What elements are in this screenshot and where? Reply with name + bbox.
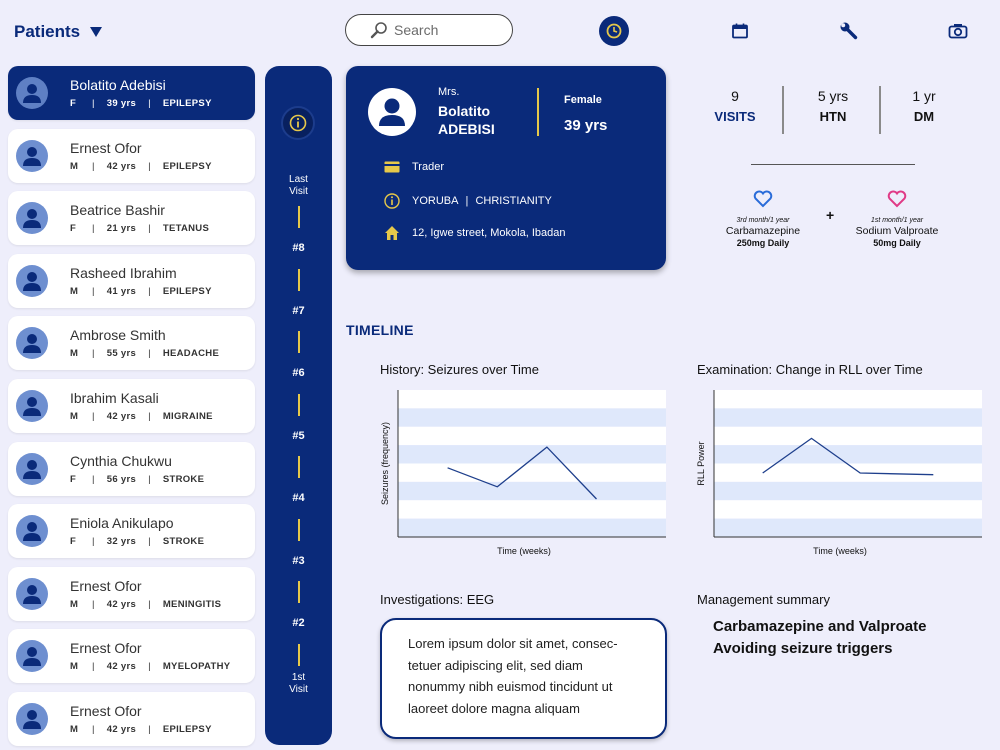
profile-avatar (368, 88, 416, 136)
visit-connector (298, 456, 300, 478)
separator: | (92, 410, 95, 422)
stat-value: 9 (731, 88, 739, 104)
camera-icon (948, 22, 968, 40)
patient-meta (70, 98, 212, 109)
avatar (16, 453, 48, 485)
chart-title-seizures: History: Seizures over Time (380, 362, 539, 377)
patient-condition: EPILEPSY (162, 160, 212, 172)
patient-card[interactable] (8, 129, 255, 183)
profile-address: 12, Igwe street, Mokola, Ibadan (412, 227, 566, 239)
patient-condition: STROKE (162, 536, 205, 548)
caret-down-icon (90, 27, 102, 37)
ethnicity-row (384, 193, 552, 209)
patient-gender: M (70, 661, 79, 673)
patient-age: 55 yrs (106, 348, 137, 360)
patient-info (70, 703, 212, 735)
management-line: Avoiding seizure triggers (713, 640, 893, 657)
patient-gender: F (70, 223, 77, 235)
profile-religion: CHRISTIANITY (475, 195, 552, 207)
profile-tribe: YORUBA (412, 195, 459, 207)
patient-name: Ernest Ofor (70, 702, 142, 719)
search-box[interactable] (345, 14, 513, 46)
card-icon (384, 161, 400, 173)
user-icon (16, 327, 48, 359)
patient-gender: M (70, 285, 79, 297)
user-icon (368, 88, 416, 136)
separator: | (92, 160, 95, 172)
stats-divider-line (751, 164, 915, 165)
separator: | (148, 348, 151, 360)
profile-divider (537, 88, 539, 136)
separator: | (92, 348, 95, 360)
patient-card[interactable] (8, 379, 255, 433)
user-icon (16, 390, 48, 422)
patient-condition: HEADACHE (162, 348, 220, 360)
first-visit-line1: 1st (291, 672, 306, 683)
medication-period: 1st month/1 year (870, 217, 924, 224)
patient-name: Rasheed Ibrahim (70, 264, 177, 281)
timeline-title: TIMELINE (346, 322, 414, 338)
home-icon (384, 225, 400, 241)
patient-meta (70, 536, 204, 547)
separator: | (92, 723, 95, 735)
patient-age: 39 yrs (106, 98, 137, 109)
user-icon (16, 578, 48, 610)
visit-marker[interactable]: #4 (292, 492, 305, 504)
patient-info (70, 265, 212, 297)
patient-condition: EPILEPSY (162, 285, 212, 297)
user-icon (16, 202, 48, 234)
patient-age: 42 yrs (106, 410, 137, 422)
patient-gender: M (70, 160, 79, 172)
grid-band (714, 390, 982, 408)
eeg-notes-box[interactable] (380, 618, 667, 739)
eeg-line: tetuer adipiscing elit, sed diam (408, 657, 583, 673)
patient-profile-card (346, 66, 666, 270)
grid-band (714, 482, 982, 500)
medication-name: Sodium Valproate (855, 225, 939, 237)
patient-age: 42 yrs (106, 160, 137, 172)
visit-marker[interactable]: #3 (292, 554, 305, 567)
stat-dm (879, 88, 969, 124)
stat-value: 1 yr (912, 88, 936, 104)
separator: | (92, 98, 95, 109)
medication-valproate[interactable] (842, 190, 952, 248)
patient-name: Ernest Ofor (70, 577, 142, 594)
separator: | (148, 98, 151, 109)
patient-gender: M (70, 598, 79, 610)
visit-connector (298, 519, 300, 541)
address-row (384, 225, 565, 241)
patient-condition: EPILEPSY (162, 723, 212, 735)
profile-age: 39 yrs (564, 117, 608, 134)
separator: | (92, 285, 95, 297)
user-icon (16, 453, 48, 485)
avatar (16, 265, 48, 297)
avatar (16, 515, 48, 547)
separator: | (148, 410, 151, 422)
calendar-icon (731, 22, 749, 40)
visit-timeline-bar (265, 66, 332, 745)
eeg-line: Lorem ipsum dolor sit amet, consec- (408, 636, 618, 651)
stat-visits (690, 88, 780, 124)
stat-label: VISITS (714, 109, 756, 124)
patient-list (8, 66, 255, 750)
y-axis-label: RLL Power (696, 441, 706, 486)
visit-info-button[interactable] (281, 106, 315, 140)
stat-value: 5 yrs (817, 88, 849, 104)
first-visit-line2: Visit (289, 684, 308, 695)
last-visit-label[interactable] (265, 174, 332, 198)
grid-band (398, 390, 666, 408)
eeg-line: laoreet dolore magna aliquam (408, 700, 580, 716)
user-icon (16, 515, 48, 547)
visit-connector (298, 331, 300, 353)
seizures-chart (376, 386, 668, 560)
grid-band (714, 464, 982, 482)
patient-card[interactable] (8, 504, 255, 558)
visit-connector (298, 394, 300, 416)
patient-condition: EPILEPSY (162, 98, 212, 109)
separator: | (148, 661, 151, 673)
patient-meta (70, 286, 212, 297)
patient-card[interactable] (8, 629, 255, 683)
avatar (16, 390, 48, 422)
profile-occupation: Trader (412, 161, 444, 173)
separator: | (148, 285, 151, 297)
last-visit-line2: Visit (289, 186, 308, 197)
user-icon (16, 265, 48, 297)
patient-meta (70, 161, 212, 172)
eeg-line: nonummy nibh euismod tincidunt ut (408, 679, 613, 694)
patient-gender: F (70, 473, 77, 485)
clock-icon (605, 22, 623, 40)
patient-condition: MENINGITIS (162, 598, 222, 610)
visit-marker[interactable]: #5 (292, 429, 305, 442)
patient-card[interactable] (8, 567, 255, 621)
patient-age: 56 yrs (106, 473, 137, 485)
search-input[interactable] (394, 22, 504, 38)
patient-info (70, 202, 209, 234)
patient-meta (70, 223, 209, 234)
patient-name: Ambrose Smith (70, 327, 166, 344)
patient-age: 32 yrs (106, 536, 137, 548)
medication-carbamazepine[interactable] (708, 190, 818, 248)
patient-card[interactable] (8, 66, 255, 120)
profile-last-name: ADEBISI (438, 121, 495, 137)
last-visit-line1: Last (289, 174, 308, 185)
separator: | (148, 598, 151, 610)
history-button[interactable] (599, 16, 629, 46)
medication-dose: 250mg Daily (736, 238, 790, 248)
profile-first-name: Bolatito (438, 103, 491, 119)
patient-info (70, 515, 204, 547)
patient-info (70, 390, 213, 422)
medication-dose: 50mg Daily (873, 238, 921, 248)
medication-plus: + (826, 207, 835, 223)
separator: | (92, 536, 95, 548)
avatar (16, 77, 48, 109)
visit-marker[interactable]: #7 (292, 304, 305, 317)
info-icon (384, 193, 400, 209)
heart-icon (887, 190, 907, 208)
patient-card[interactable] (8, 254, 255, 308)
patient-name: Ernest Ofor (70, 139, 142, 156)
avatar (16, 140, 48, 172)
avatar (16, 703, 48, 735)
grid-band (714, 519, 982, 537)
patient-info (70, 77, 212, 109)
visit-connector (298, 269, 300, 291)
grid-band (398, 519, 666, 537)
patient-info (70, 640, 230, 672)
separator: | (462, 195, 472, 207)
patient-condition: MYELOPATHY (162, 661, 231, 673)
user-icon (16, 77, 48, 109)
separator: | (148, 536, 151, 548)
grid-band (398, 482, 666, 500)
grid-band (398, 408, 666, 426)
patient-age: 42 yrs (106, 598, 137, 610)
camera-button[interactable] (943, 16, 973, 46)
patient-name: Ibrahim Kasali (70, 389, 159, 406)
user-icon (16, 640, 48, 672)
patient-gender: F (70, 98, 77, 109)
profile-title: Mrs. (438, 86, 460, 98)
user-icon (16, 140, 48, 172)
patient-age: 42 yrs (106, 723, 137, 735)
patients-dropdown[interactable] (14, 22, 102, 42)
patient-name: Bolatito Adebisi (70, 77, 166, 93)
separator: | (148, 160, 151, 172)
info-icon (289, 114, 307, 132)
patient-card[interactable] (8, 692, 255, 746)
patient-info (70, 140, 212, 172)
grid-band (714, 427, 982, 445)
management-title: Management summary (697, 592, 830, 607)
tools-button[interactable] (834, 16, 864, 46)
patient-meta (70, 724, 212, 735)
patient-name: Cynthia Chukwu (70, 452, 172, 469)
patient-meta (70, 474, 204, 485)
avatar (16, 578, 48, 610)
stat-htn (788, 88, 878, 124)
patient-condition: TETANUS (162, 223, 210, 235)
patient-name: Ernest Ofor (70, 640, 142, 657)
grid-band (398, 445, 666, 463)
patient-age: 41 yrs (106, 285, 137, 297)
visit-marker[interactable]: #2 (292, 617, 305, 629)
medication-period: 3rd month/1 year (736, 217, 790, 224)
patients-title: Patients (14, 22, 81, 41)
separator: | (92, 598, 95, 610)
visit-connector (298, 581, 300, 603)
patient-card[interactable] (8, 191, 255, 245)
patient-info (70, 578, 221, 610)
separator: | (148, 473, 151, 485)
patient-meta (70, 411, 213, 422)
separator: | (92, 473, 95, 485)
avatar (16, 640, 48, 672)
grid-band (398, 427, 666, 445)
visit-connector (298, 644, 300, 666)
x-axis-label: Time (weeks) (813, 546, 867, 556)
grid-band (714, 408, 982, 426)
patient-info (70, 327, 219, 359)
x-axis-label: Time (weeks) (497, 546, 551, 556)
separator: | (148, 723, 151, 735)
visit-marker[interactable]: #6 (292, 367, 305, 379)
patient-condition: STROKE (162, 473, 205, 485)
separator: | (148, 223, 151, 235)
grid-band (398, 464, 666, 482)
patient-gender: M (70, 410, 79, 422)
patient-meta (70, 661, 230, 672)
stat-label: HTN (819, 109, 847, 124)
management-line: Carbamazepine and Valproate (713, 618, 927, 635)
investigations-title: Investigations: EEG (380, 592, 495, 607)
rll-chart (692, 386, 984, 560)
stat-label: DM (913, 109, 935, 124)
avatar (16, 327, 48, 359)
calendar-button[interactable] (725, 16, 755, 46)
occupation-row (384, 161, 444, 173)
patient-age: 21 yrs (106, 223, 137, 235)
avatar (16, 202, 48, 234)
grid-band (714, 500, 982, 518)
stat-divider (782, 86, 784, 134)
profile-gender: Female (564, 94, 602, 106)
patient-gender: F (70, 536, 77, 548)
y-axis-label: Seizures (frequency) (380, 421, 390, 506)
patient-meta (70, 599, 221, 610)
patient-card[interactable] (8, 316, 255, 370)
medication-name: Carbamazepine (725, 225, 801, 237)
grid-band (398, 500, 666, 518)
heart-icon (753, 190, 773, 208)
user-icon (16, 703, 48, 735)
search-icon (370, 21, 388, 39)
grid-band (714, 445, 982, 463)
patient-gender: M (70, 723, 79, 735)
patient-gender: M (70, 348, 79, 360)
separator: | (92, 661, 95, 673)
patient-condition: MIGRAINE (162, 410, 213, 422)
separator: | (92, 223, 95, 235)
patient-name: Beatrice Bashir (70, 202, 165, 219)
first-visit-label[interactable] (265, 672, 332, 696)
visit-connector (298, 206, 300, 228)
patient-meta (70, 348, 219, 359)
patient-info (70, 453, 204, 485)
patient-card[interactable] (8, 442, 255, 496)
wrench-icon (839, 21, 859, 41)
patient-name: Eniola Anikulapo (70, 515, 174, 532)
visit-marker[interactable]: #8 (292, 242, 305, 254)
patient-age: 42 yrs (106, 661, 137, 673)
chart-title-rll: Examination: Change in RLL over Time (697, 362, 923, 377)
